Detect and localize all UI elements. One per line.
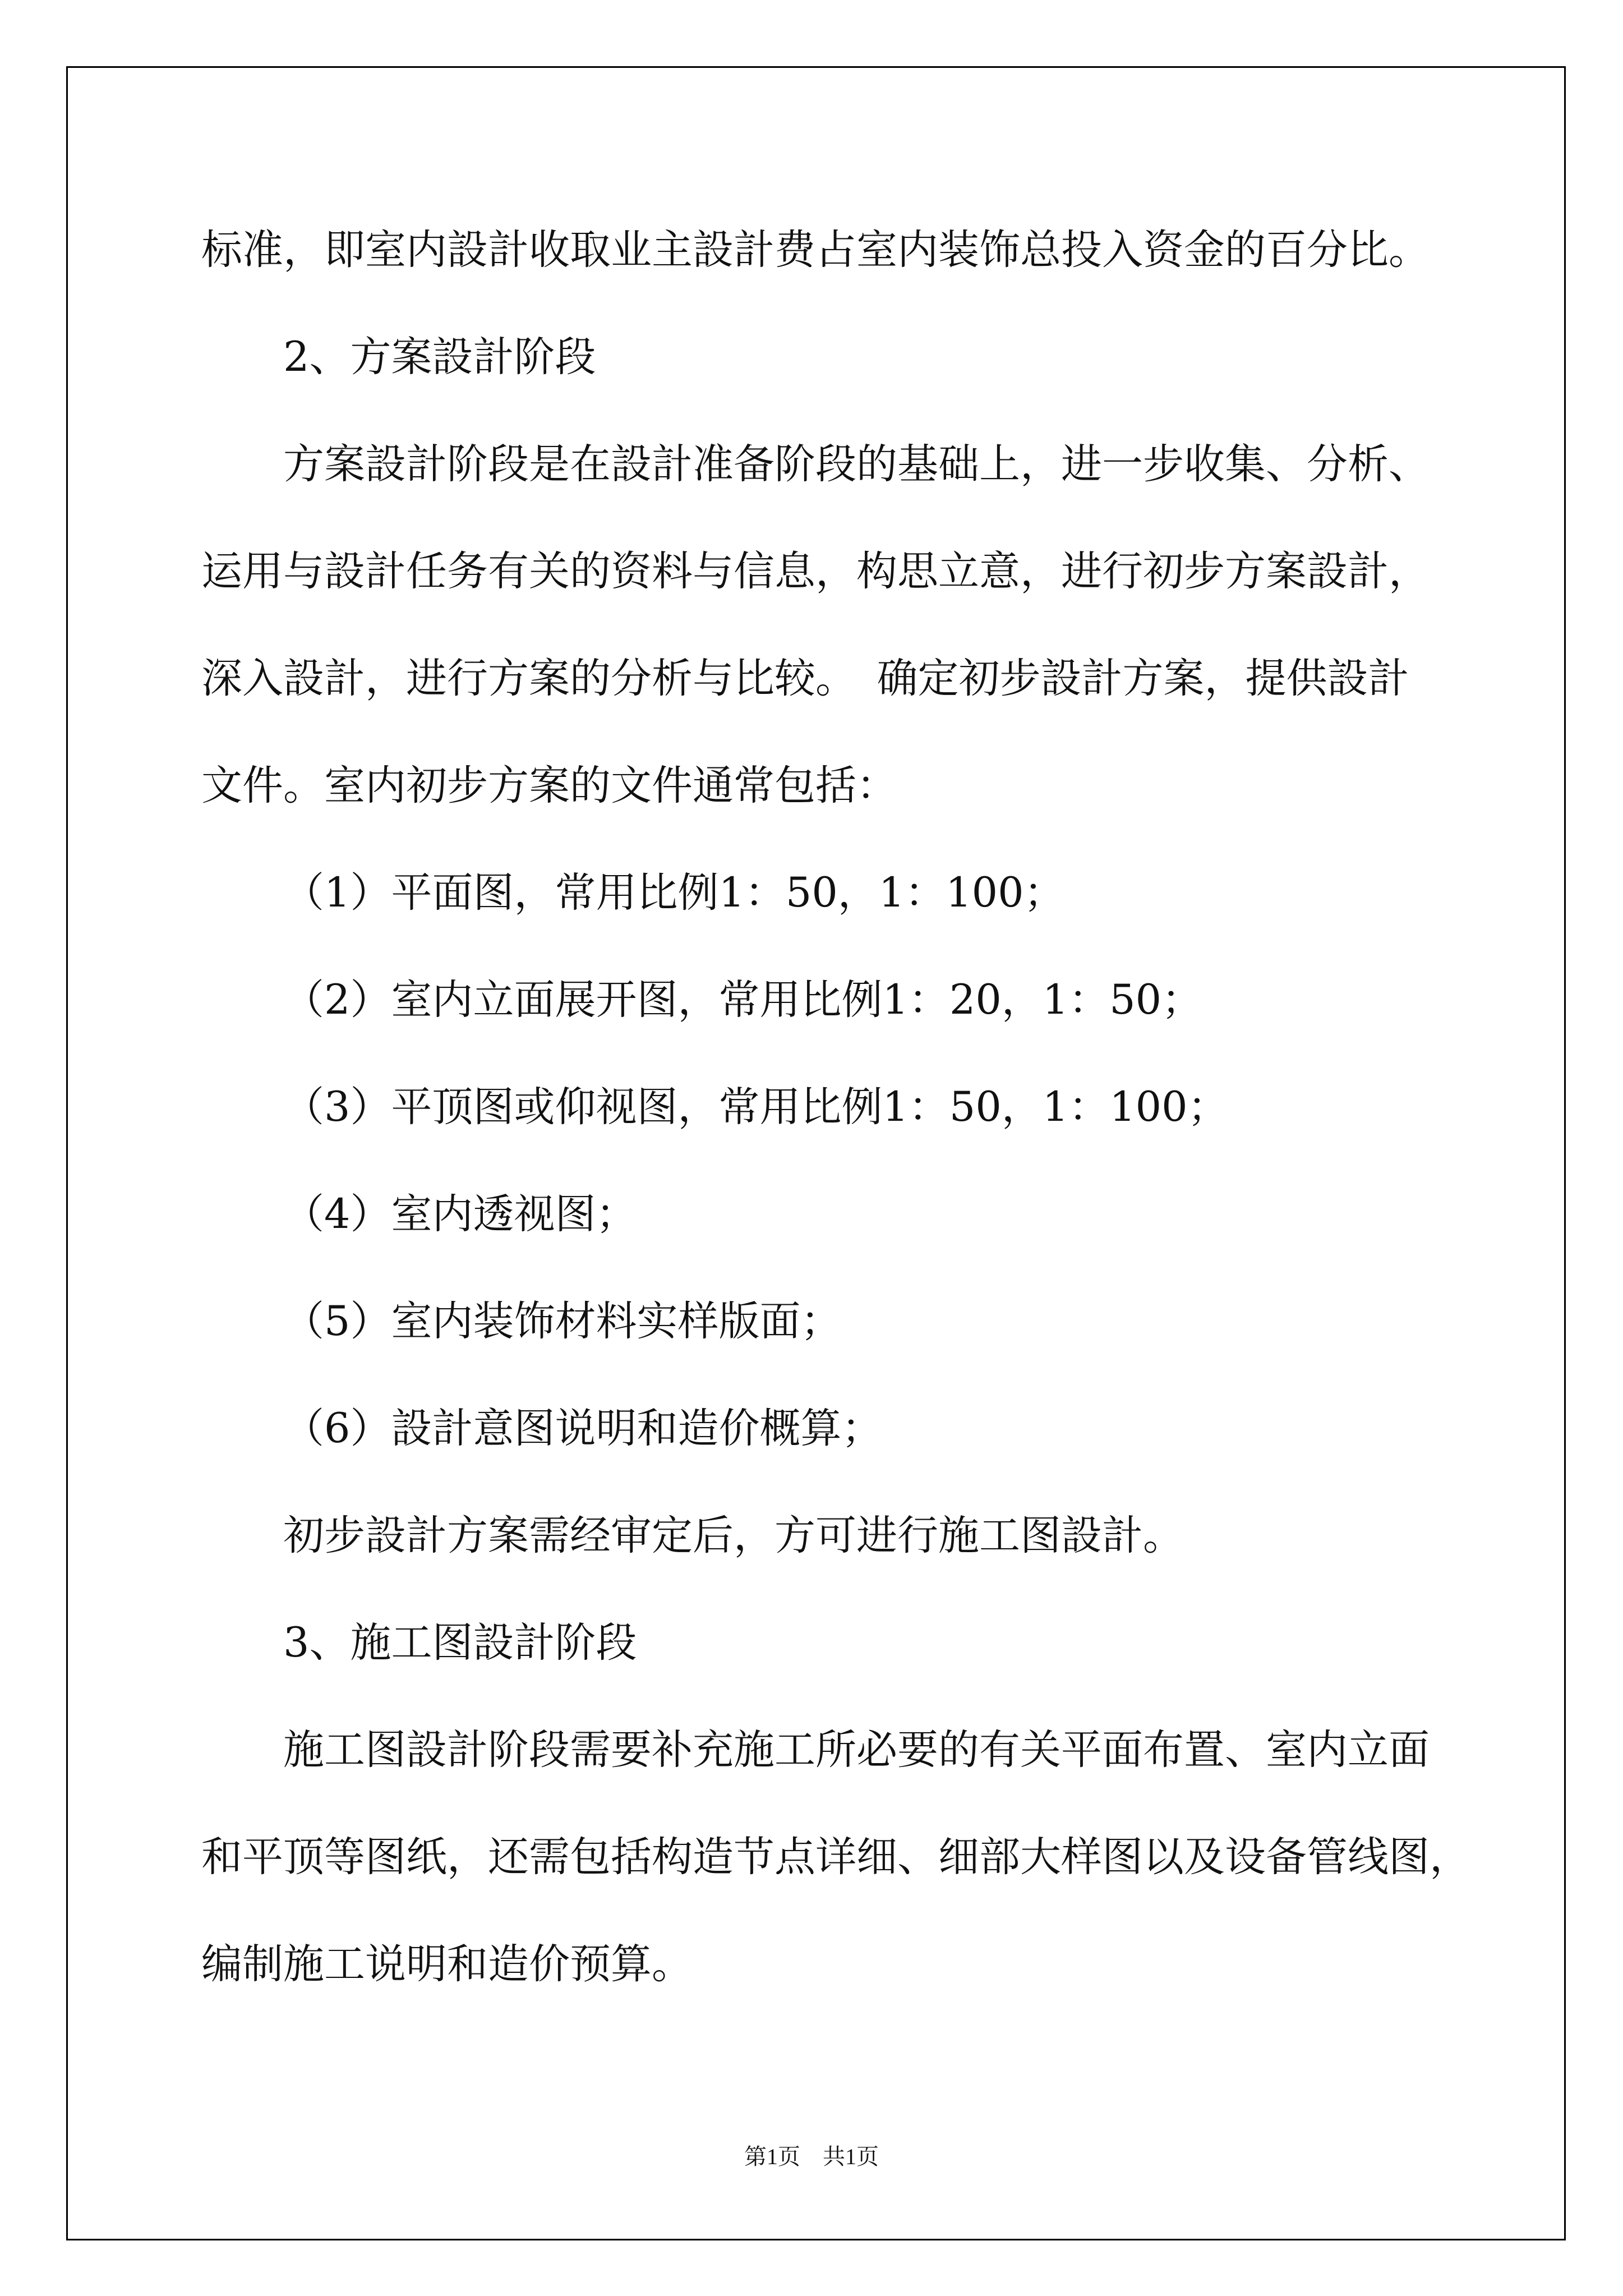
page-footer (0, 2143, 1623, 2171)
section-heading-3: 3、施工图設計阶段 (283, 1619, 637, 1667)
list-item: （5）室内装饰材料实样版面； (283, 1297, 842, 1345)
paragraph-line: 标准，即室内設計收取业主設計费占室内装饰总投入资金的百分比。 (201, 226, 1430, 274)
paragraph-line: 运用与設計任务有关的资料与信息，构思立意，进行初步方案設計， (201, 547, 1430, 595)
paragraph-line: 初步設計方案需经审定后，方可进行施工图設計。 (283, 1512, 1184, 1559)
paragraph-line: 方案設計阶段是在設計准备阶段的基础上，进一步收集、分析、 (283, 440, 1430, 488)
paragraph-line: 深入設計，进行方案的分析与比较。 确定初步設計方案，提供設計 (201, 655, 1409, 702)
paragraph-line: 和平顶等图纸，还需包括构造节点详细、细部大样图以及设备管线图， (201, 1833, 1470, 1881)
current-page-number: 第1页 (744, 2144, 800, 2169)
section-heading-2: 2、方案設計阶段 (283, 333, 596, 381)
list-item: （4）室内透视图； (283, 1190, 637, 1238)
list-item: （1）平面图，常用比例1：50，1：100； (283, 869, 1065, 917)
list-item: （6）設計意图说明和造价概算； (283, 1405, 883, 1452)
total-page-count: 共1页 (823, 2144, 879, 2169)
paragraph-line: 编制施工说明和造价预算。 (201, 1940, 693, 1988)
list-item: （3）平顶图或仰视图，常用比例1：50，1：100； (283, 1083, 1229, 1131)
list-item: （2）室内立面展开图，常用比例1：20，1：50； (283, 976, 1203, 1024)
paragraph-line: 施工图設計阶段需要补充施工所必要的有关平面布置、室内立面 (283, 1726, 1430, 1774)
document-body (201, 196, 1536, 2018)
paragraph-line: 文件。室内初步方案的文件通常包括： (201, 762, 897, 809)
